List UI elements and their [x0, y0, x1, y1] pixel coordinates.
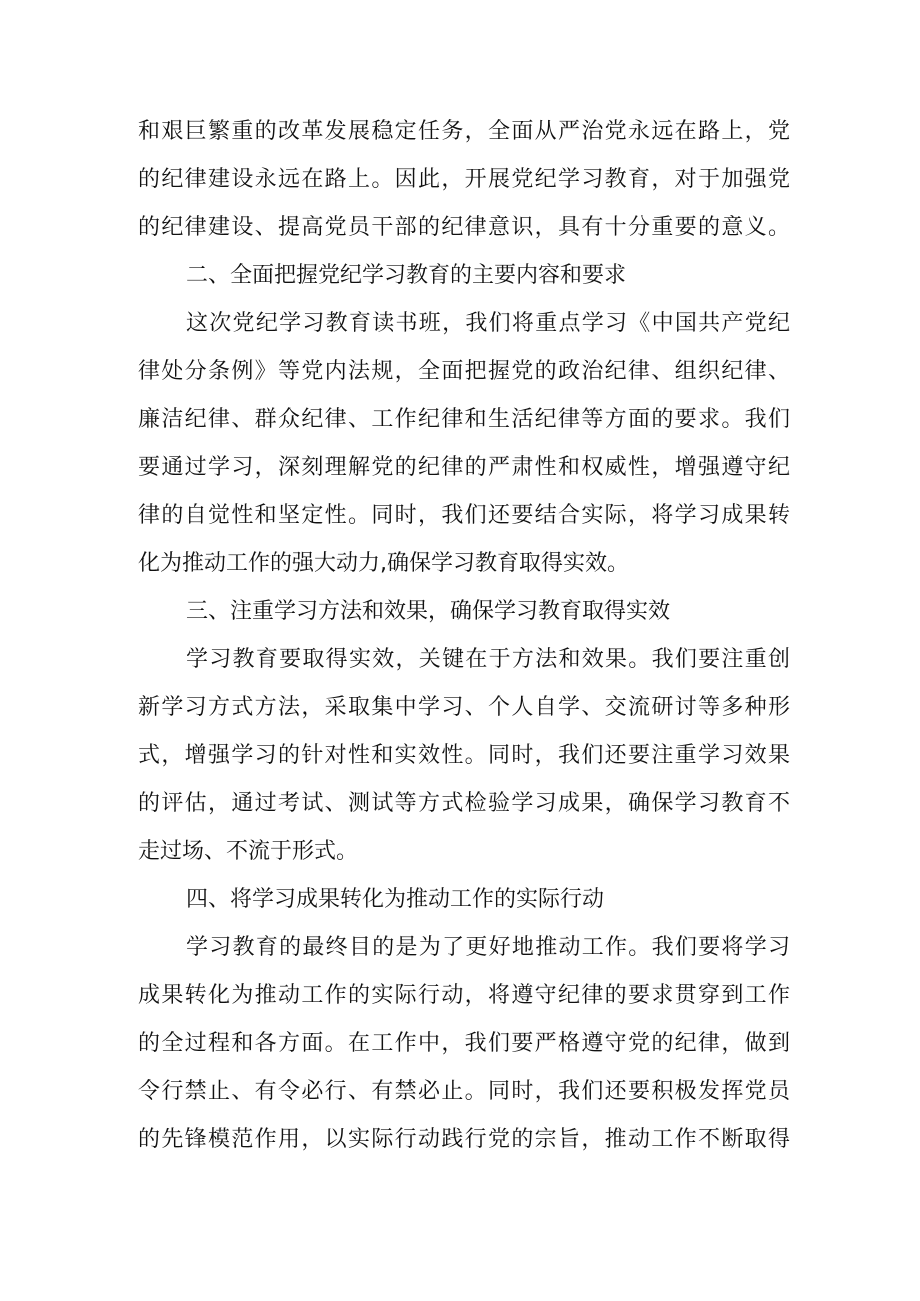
- paragraph-line: 化为推动工作的强大动力,确保学习教育取得实效。: [138, 551, 629, 576]
- paragraph-line: 走过场、不流于形式。: [138, 839, 359, 864]
- section-heading: 三、注重学习方法和效果，确保学习教育取得实效: [186, 599, 671, 624]
- paragraph-line: 这次党纪学习教育读书班，我们将重点学习《中国共产党纪: [186, 311, 790, 336]
- paragraph-line: 学习教育的最终目的是为了更好地推动工作。我们要将学习: [186, 935, 790, 960]
- paragraph-line: 学习教育要取得实效，关键在于方法和效果。我们要注重创: [186, 647, 790, 672]
- paragraph-line: 要通过学习，深刻理解党的纪律的严肃性和权威性，增强遵守纪: [138, 455, 790, 480]
- paragraph-line: 式，增强学习的针对性和实效性。同时，我们还要注重学习效果: [138, 743, 790, 768]
- paragraph-line: 的纪律建设、提高党员干部的纪律意识，具有十分重要的意义。: [138, 215, 790, 240]
- paragraph-line: 的纪律建设永远在路上。因此，开展党纪学习教育，对于加强党: [138, 167, 790, 192]
- paragraph-line: 新学习方式方法，采取集中学习、个人自学、交流研讨等多种形: [138, 695, 790, 720]
- paragraph-line: 的全过程和各方面。在工作中，我们要严格遵守党的纪律，做到: [138, 1031, 790, 1056]
- paragraph-line: 律的自觉性和坚定性。同时，我们还要结合实际，将学习成果转: [138, 503, 790, 528]
- paragraph-line: 成果转化为推动工作的实际行动，将遵守纪律的要求贯穿到工作: [138, 983, 790, 1008]
- section-heading: 二、全面把握党纪学习教育的主要内容和要求: [186, 263, 627, 288]
- paragraph-line: 令行禁止、有令必行、有禁必止。同时，我们还要积极发挥党员: [138, 1079, 790, 1104]
- document-body: [138, 108, 790, 1164]
- paragraph-line: 廉洁纪律、群众纪律、工作纪律和生活纪律等方面的要求。我们: [138, 407, 790, 432]
- paragraph-line: 律处分条例》等党内法规，全面把握党的政治纪律、组织纪律、: [138, 359, 790, 384]
- paragraph-line: 和艰巨繁重的改革发展稳定任务，全面从严治党永远在路上，党: [138, 119, 790, 144]
- paragraph-line: 的先锋模范作用，以实际行动践行党的宗旨，推动工作不断取得: [138, 1127, 790, 1152]
- section-heading: 四、将学习成果转化为推动工作的实际行动: [186, 887, 605, 912]
- paragraph-line: 的评估，通过考试、测试等方式检验学习成果，确保学习教育不: [138, 791, 790, 816]
